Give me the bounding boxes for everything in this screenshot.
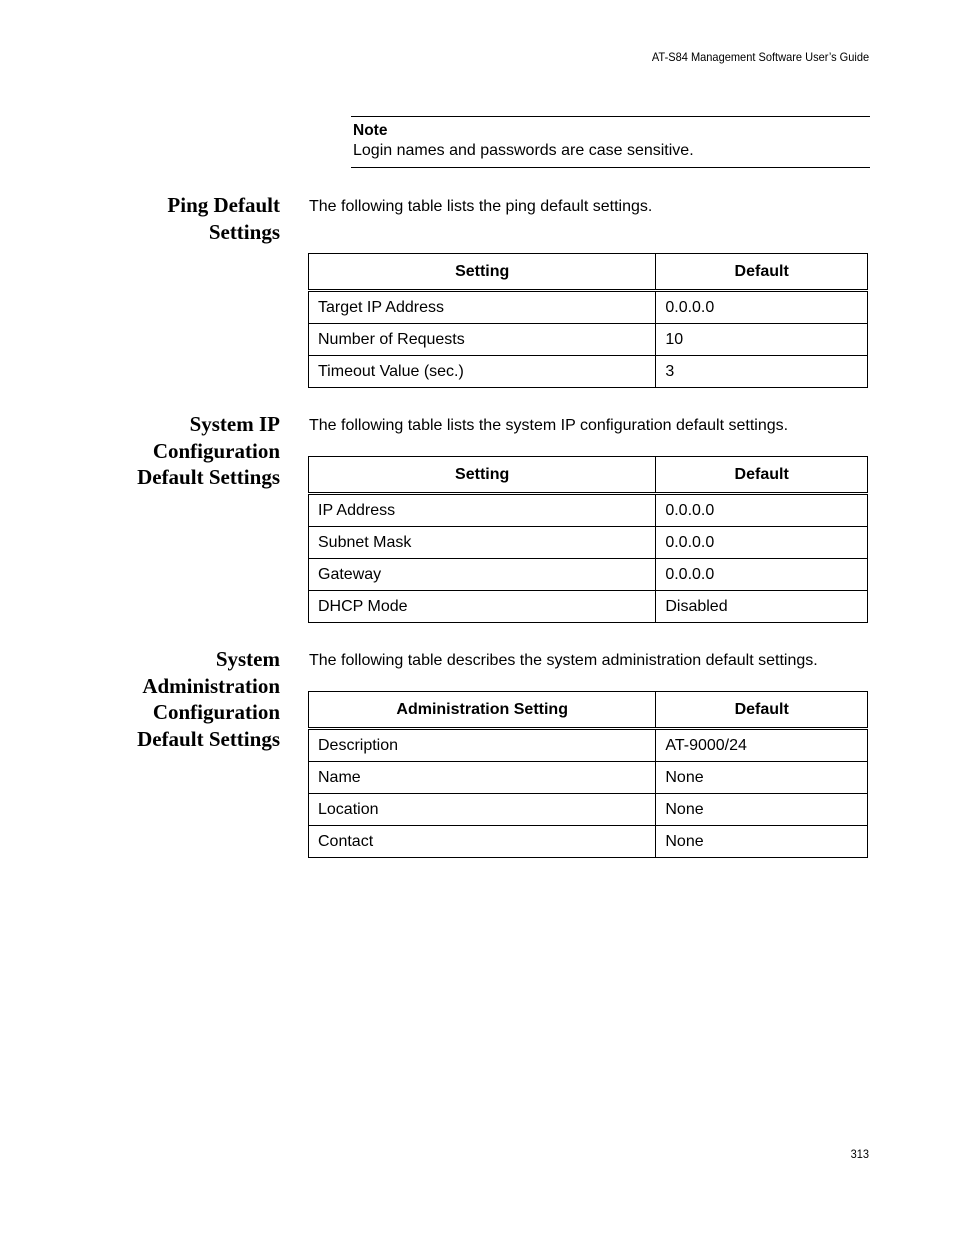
table-row — [309, 494, 868, 527]
table-row — [309, 794, 868, 826]
setting-cell: Target IP Address — [309, 291, 656, 324]
default-cell: AT-9000/24 — [656, 729, 868, 762]
table-row — [309, 729, 868, 762]
column-header: Default — [656, 692, 868, 729]
table-row — [309, 591, 868, 623]
section-heading-system-ip-configuration: System IP Configuration Default Settings — [137, 412, 280, 489]
setting-cell: Subnet Mask — [309, 527, 656, 559]
default-cell: 10 — [656, 324, 868, 356]
table-header-row — [309, 692, 868, 729]
setting-cell: Timeout Value (sec.) — [309, 356, 656, 388]
default-cell: 0.0.0.0 — [656, 559, 868, 591]
table-row — [309, 291, 868, 324]
default-cell: None — [656, 762, 868, 794]
note-box — [351, 116, 870, 168]
default-cell: 0.0.0.0 — [656, 494, 868, 527]
default-cell: Disabled — [656, 591, 868, 623]
column-header: Setting — [309, 457, 656, 494]
section-heading-ping-default-settings: Ping Default Settings — [167, 193, 280, 244]
setting-cell: Number of Requests — [309, 324, 656, 356]
running-header: AT-S84 Management Software User’s Guide — [651, 50, 869, 64]
table-row — [309, 762, 868, 794]
table-header-row — [309, 457, 868, 494]
column-header: Default — [656, 254, 868, 291]
setting-cell: Contact — [309, 826, 656, 858]
setting-cell: IP Address — [309, 494, 656, 527]
section-intro-system-ip: The following table lists the system IP configuration default settings. — [309, 417, 789, 434]
default-cell: None — [656, 826, 868, 858]
section-heading-system-administration-configuration: System Administration Configuration Default Settings — [137, 647, 280, 751]
system-administration-defaults-table — [308, 691, 868, 858]
setting-cell: Description — [309, 729, 656, 762]
table-header-row — [309, 254, 868, 291]
column-header: Administration Setting — [309, 692, 656, 729]
table-row — [309, 527, 868, 559]
table-row — [309, 559, 868, 591]
default-cell: 0.0.0.0 — [656, 291, 868, 324]
note-text: Login names and passwords are case sensitive. — [353, 142, 694, 159]
section-intro-ping: The following table lists the ping default settings. — [309, 198, 653, 215]
ping-defaults-table — [308, 253, 868, 388]
table-row — [309, 826, 868, 858]
setting-cell: DHCP Mode — [309, 591, 656, 623]
default-cell: 0.0.0.0 — [656, 527, 868, 559]
column-header: Default — [656, 457, 868, 494]
section-intro-system-administration: The following table describes the system administration default settings. — [309, 652, 818, 669]
column-header: Setting — [309, 254, 656, 291]
setting-cell: Location — [309, 794, 656, 826]
setting-cell: Name — [309, 762, 656, 794]
setting-cell: Gateway — [309, 559, 656, 591]
page-number: 313 — [850, 1147, 869, 1161]
default-cell: 3 — [656, 356, 868, 388]
table-row — [309, 324, 868, 356]
table-row — [309, 356, 868, 388]
note-title: Note — [353, 122, 388, 139]
system-ip-defaults-table — [308, 456, 868, 623]
default-cell: None — [656, 794, 868, 826]
